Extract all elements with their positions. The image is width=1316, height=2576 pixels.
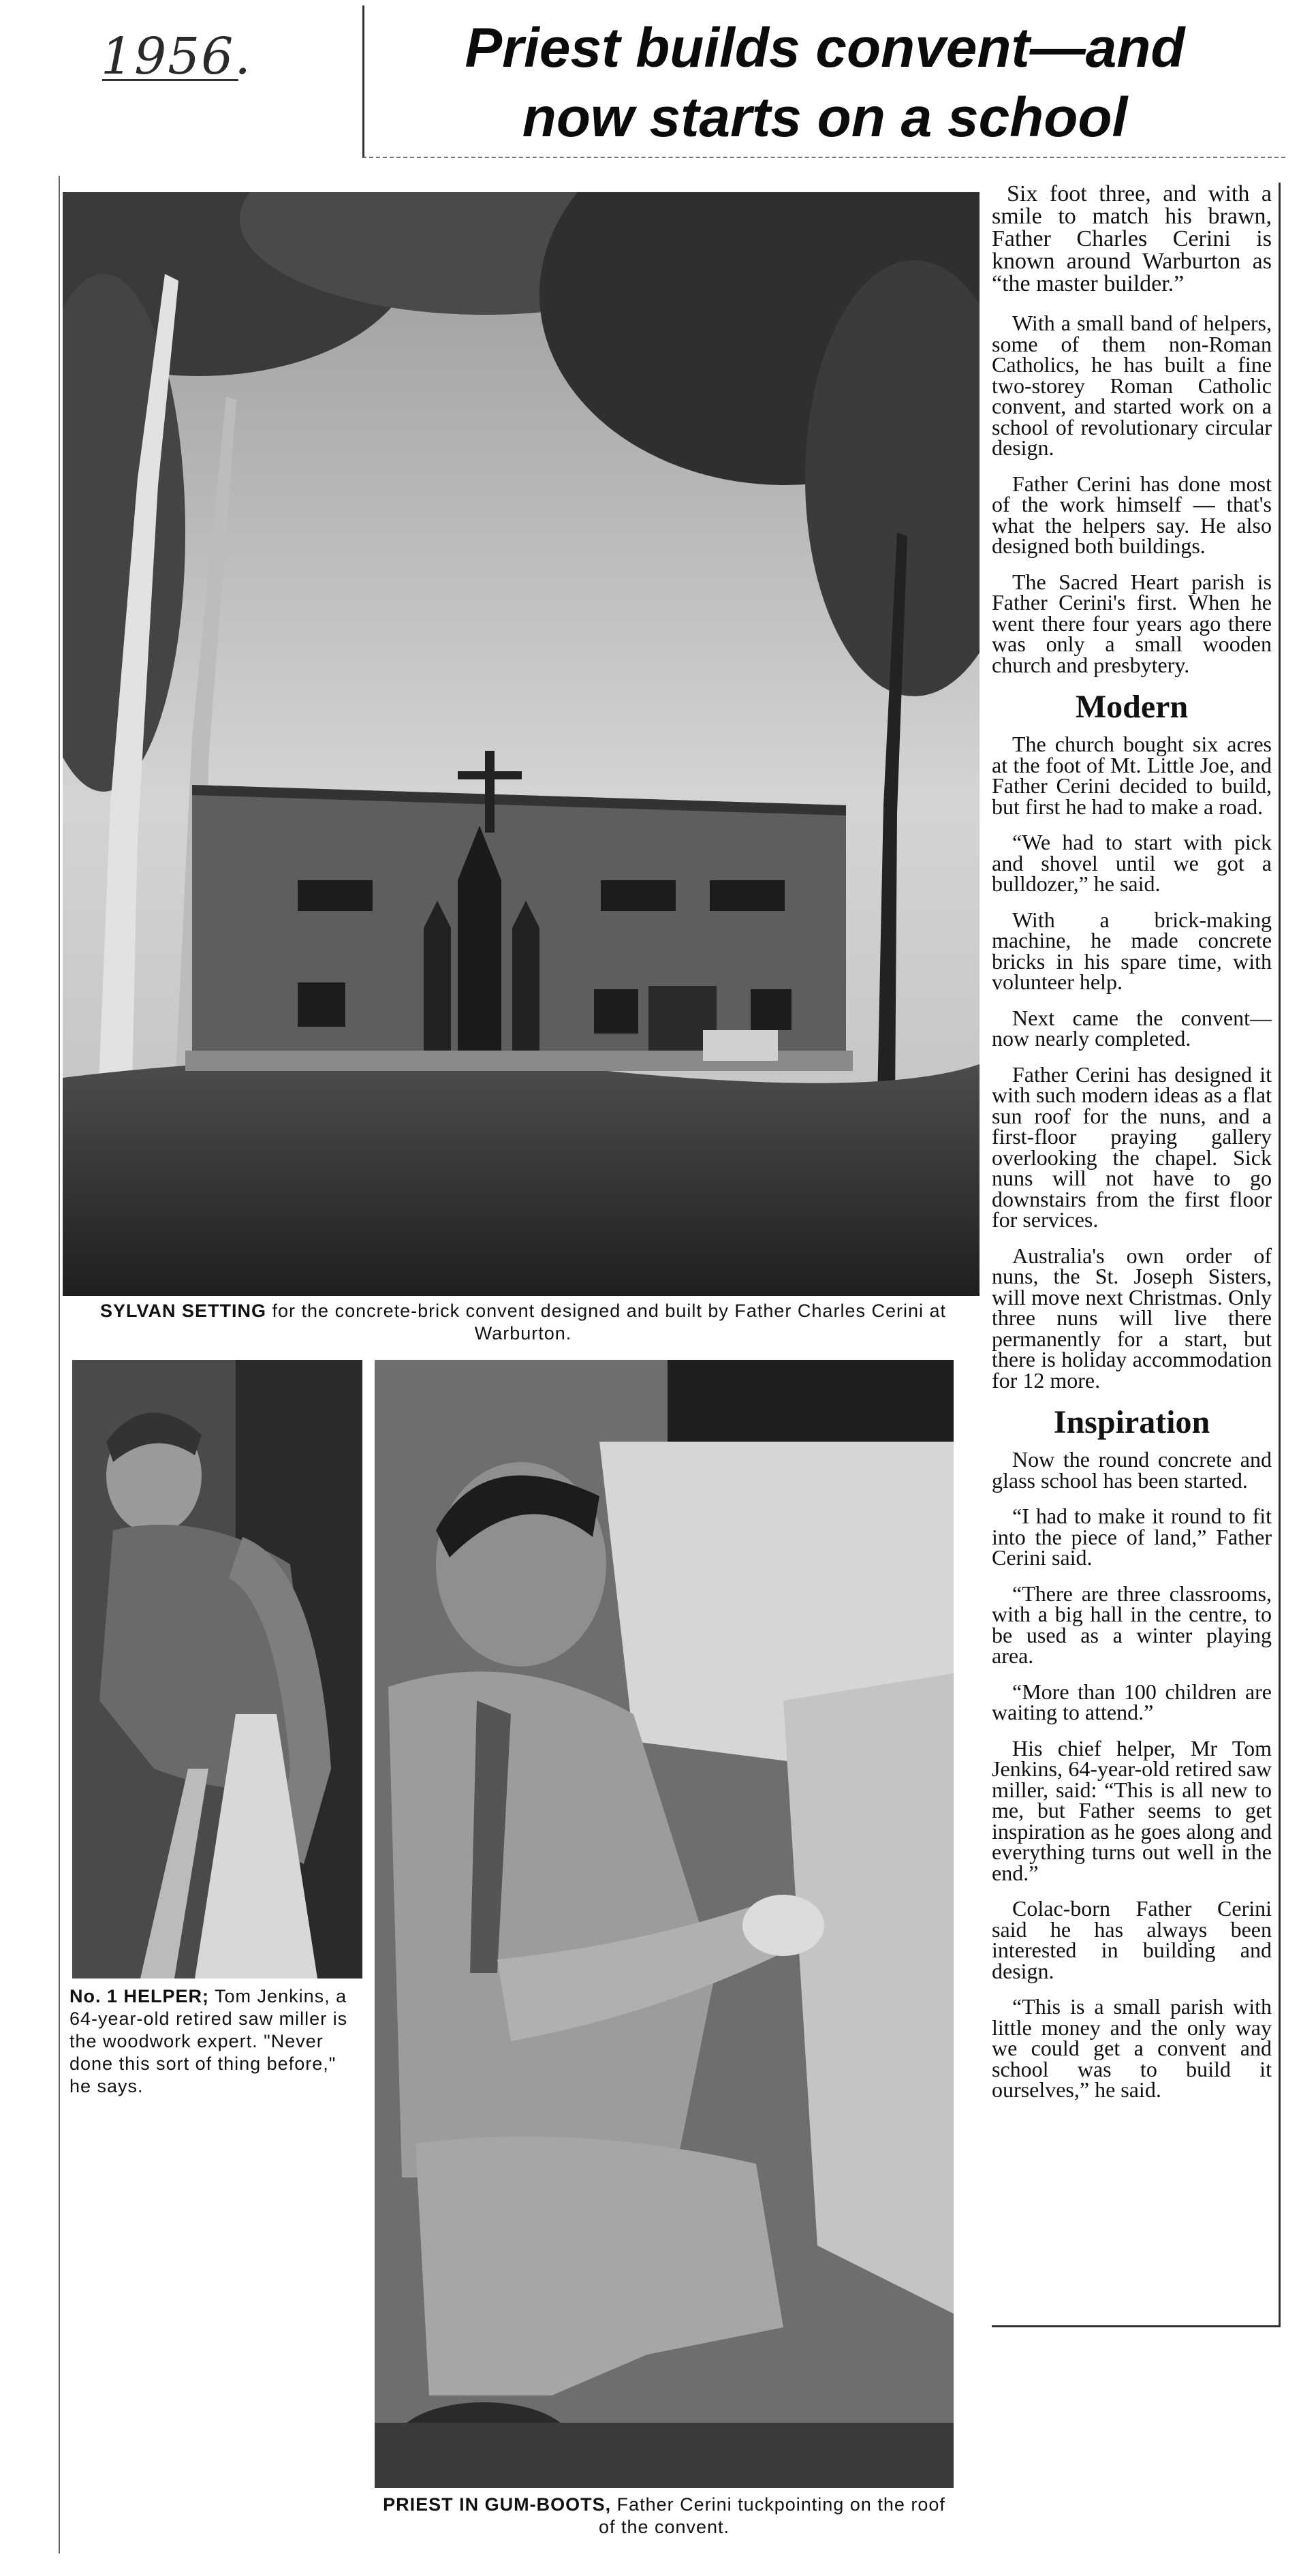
article-paragraph: “More than 100 children are waiting to attend.” xyxy=(992,1679,1272,1724)
caption-lead: PRIEST IN GUM-BOOTS, xyxy=(383,2494,612,2515)
headline-line-1: Priest builds convent—and xyxy=(465,17,1185,79)
article-paragraph: Six foot three, and with a smile to match his brawn, Father Charles Cerini is known around Warburton as “the master builder.” xyxy=(992,181,1272,296)
article-paragraph: Father Cerini has designed it with such modern ideas as a flat sun roof for the nuns, and a first-floor praying gallery overlooking the chapel. Sick nuns will not have to go downstairs from the first floor for services. xyxy=(992,1061,1272,1232)
caption-text: Father Cerini tuckpointing on the roof of the convent. xyxy=(598,2494,945,2537)
caption-text: Tom Jenkins, a 64-year-old retired saw miller is the woodwork expert. "Never done this sort of thing before," he says. xyxy=(69,1986,348,2096)
caption-priest xyxy=(376,2494,952,2539)
article-paragraph: Next came the convent—now nearly completed. xyxy=(992,1005,1272,1051)
article-column xyxy=(992,183,1281,2327)
article-paragraph: The church bought six acres at the foot of Mt. Little Joe, and Father Cerini decided to build, but first he had to make a road. xyxy=(992,732,1272,819)
priest-photo xyxy=(375,1360,954,2488)
helper-photo xyxy=(72,1360,362,1978)
article-paragraph: With a small band of helpers, some of them non-Roman Catholics, he has built a fine two-storey Roman Catholic convent, and started work on a school of revolutionary circular design. xyxy=(992,311,1272,460)
article-paragraph: Colac-born Father Cerini said he has always been interested in building and design. xyxy=(992,1896,1272,1983)
caption-lead: SYLVAN SETTING xyxy=(100,1301,267,1321)
article-paragraph: His chief helper, Mr Tom Jenkins, 64-year-old retired saw miller, said: “This is all new to me, but Father seems to get inspiration as he goes along and everything turns out well in the end.” xyxy=(992,1735,1272,1885)
caption-lead: No. 1 HELPER; xyxy=(69,1986,210,2006)
article-paragraph: The Sacred Heart parish is Father Cerini's first. When he went there four years ago there was only a small wooden church and presbytery. xyxy=(992,569,1272,677)
caption-helper xyxy=(69,1985,349,2098)
article-paragraph: “There are three classrooms, with a big hall in the centre, to be used as a winter playing area. xyxy=(992,1581,1272,1668)
article-paragraph: With a brick-making machine, he made concrete bricks in his spare time, with volunteer help. xyxy=(992,907,1272,994)
article-paragraph: Now the round concrete and glass school has been started. xyxy=(992,1447,1272,1493)
caption-text: for the concrete-brick convent designed and built by Father Charles Cerini at Warburton. xyxy=(266,1301,946,1344)
article-paragraph: “I had to make it round to fit into the piece of land,” Father Cerini said. xyxy=(992,1504,1272,1570)
article-paragraph: “We had to start with pick and shovel until we got a bulldozer,” he said. xyxy=(992,830,1272,896)
headline-clipping xyxy=(362,5,1285,158)
subhead-modern: Modern xyxy=(1075,689,1189,725)
subhead-inspiration: Inspiration xyxy=(1053,1404,1210,1440)
convent-photo xyxy=(63,192,980,1296)
handwritten-year: 1956. xyxy=(101,27,252,86)
year-underline xyxy=(102,79,238,81)
article-paragraph: Father Cerini has done most of the work himself — that's what the helpers say. He also designed both buildings. xyxy=(992,471,1272,558)
headline-line-2: now starts on a school xyxy=(522,87,1128,149)
caption-sylvan-setting xyxy=(68,1300,978,1345)
article-paragraph: “This is a small parish with little money and the only way we could get a convent and school was to build it ourselves,” he said. xyxy=(992,1994,1272,2102)
article-paragraph: Australia's own order of nuns, the St. Joseph Sisters, will move next Christmas. Only three nuns will live there permanently for a start, but there is holiday accommodation for 12 more. xyxy=(992,1243,1272,1393)
